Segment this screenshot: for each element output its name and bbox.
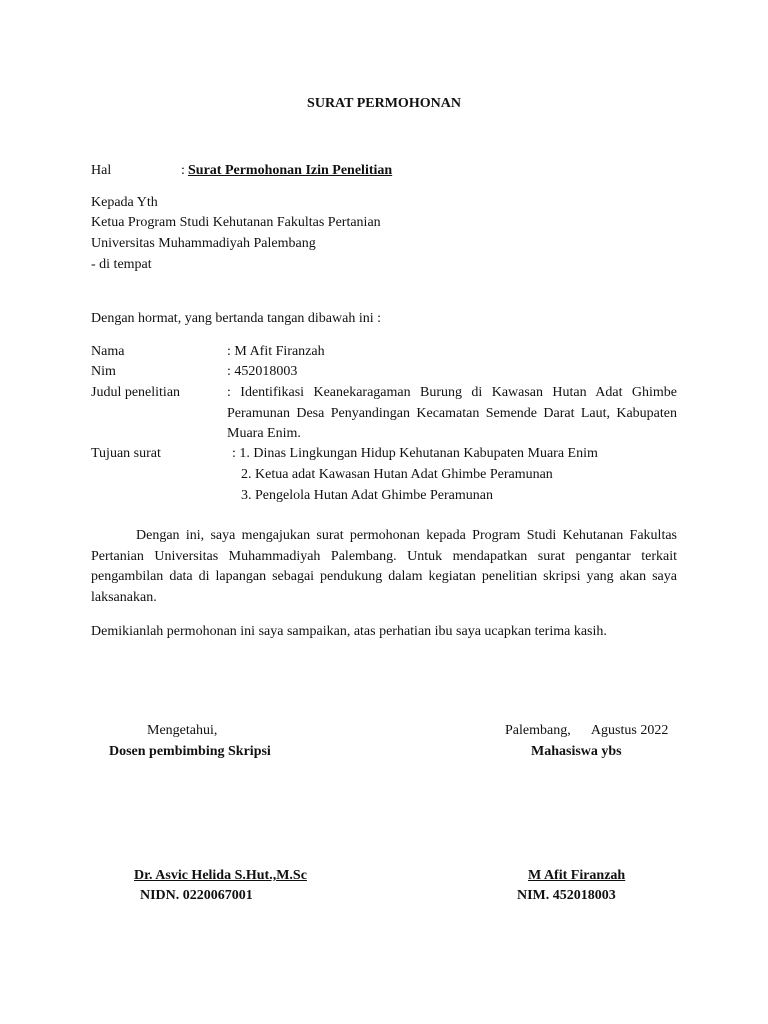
sig-right-place-date: Palembang, Agustus 2022 — [505, 723, 669, 738]
sig-left-role: Dosen pembimbing Skripsi — [109, 744, 271, 759]
body-paragraph: Dengan ini, saya mengajukan surat permohonan kepada Program Studi Kehutanan Fakultas Pertanian Universitas Muhammadiyah Palembang. Untuk mendapatkan surat pengantar terkait pengambilan data di lapangan sebagai pendukung dalam kegiatan penelitian skripsi yang akan saya laksanakan. — [91, 528, 677, 605]
nama-value: : M Afit Firanzah — [227, 344, 325, 359]
sig-right-role: Mahasiswa ybs — [531, 744, 622, 759]
hal-value: Surat Permohonan Izin Penelitian — [188, 163, 393, 178]
recipient-line-2: Ketua Program Studi Kehutanan Fakultas Pertanian — [91, 215, 381, 230]
judul-label: Judul penelitian — [91, 385, 181, 400]
tujuan-label: Tujuan surat — [91, 446, 161, 461]
tujuan-item-2: 2. Ketua adat Kawasan Hutan Adat Ghimbe Peramunan — [241, 467, 553, 482]
sig-right-id: NIM. 452018003 — [517, 888, 616, 903]
sig-left-id: NIDN. 0220067001 — [140, 888, 253, 903]
closing-line: Demikianlah permohonan ini saya sampaikan, atas perhatian ibu saya ucapkan terima kasih. — [91, 624, 607, 639]
nama-label: Nama — [91, 344, 125, 359]
sig-left-heading: Mengetahui, — [147, 723, 218, 738]
recipient-line-3: Universitas Muhammadiyah Palembang — [91, 236, 316, 251]
hal-colon: : — [181, 163, 185, 178]
hal-label: Hal — [91, 163, 112, 178]
recipient-line-1: Kepada Yth — [91, 195, 158, 210]
sig-right-name: M Afit Firanzah — [528, 868, 626, 883]
judul-value: : Identifikasi Keanekaragaman Burung di Kawasan Hutan Adat Ghimbe Peramunan Desa Penyandingan Kecamatan Semende Darat Laut, Kabupaten Muara Enim. — [227, 385, 677, 441]
tujuan-item-3: 3. Pengelola Hutan Adat Ghimbe Peramunan — [241, 488, 493, 503]
tujuan-item-1: : 1. Dinas Lingkungan Hidup Kehutanan Kabupaten Muara Enim — [232, 446, 598, 461]
nim-value: : 452018003 — [227, 364, 298, 379]
letter-title: SURAT PERMOHONAN — [307, 96, 461, 111]
sig-left-name: Dr. Asvic Helida S.Hut.,M.Sc — [134, 868, 307, 883]
nim-label: Nim — [91, 364, 116, 379]
recipient-line-4: - di tempat — [91, 257, 152, 272]
opening-line: Dengan hormat, yang bertanda tangan dibawah ini : — [91, 311, 382, 326]
